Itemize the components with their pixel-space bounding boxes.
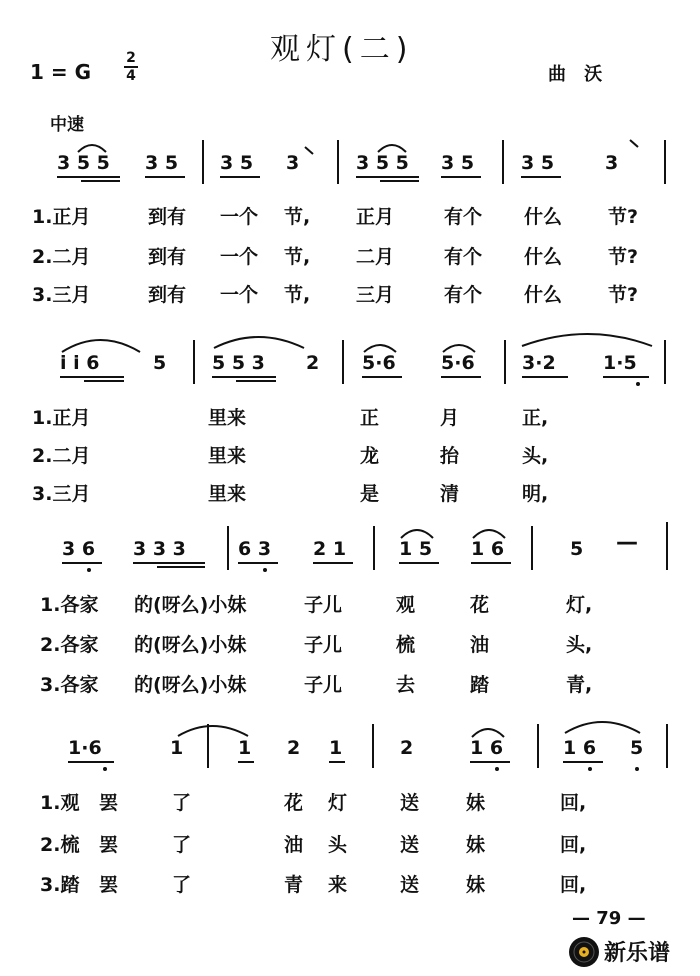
barline: [666, 724, 668, 768]
lyric: 花: [284, 792, 304, 814]
lyric: 梳: [396, 634, 416, 656]
lyric: 罢: [99, 792, 119, 814]
lyric: 有个: [444, 284, 483, 306]
lyric: 3.三月: [32, 483, 91, 505]
lyric: 节,: [284, 206, 311, 228]
lyric: 1.观: [40, 792, 80, 814]
note-group: 1·5: [603, 352, 637, 374]
lyric: 子儿: [304, 634, 343, 656]
lyric: 3.各家: [40, 674, 99, 696]
note-group: 3 6: [62, 538, 96, 560]
lyric: 抬: [440, 445, 460, 467]
note-group: 2: [306, 352, 320, 374]
note-group: 5: [570, 538, 584, 560]
lyric: 月: [440, 407, 460, 429]
note-group: 5·6: [362, 352, 396, 374]
note-group: 1 5: [399, 538, 433, 560]
note-group: 2: [400, 737, 414, 759]
barline: [372, 724, 374, 768]
note-group: 3 5: [441, 152, 475, 174]
note-group: 3: [286, 152, 300, 174]
lyric: 青: [284, 874, 304, 896]
lyric: 什么: [524, 246, 563, 268]
lyric: 什么: [524, 206, 563, 228]
lyric: 青,: [566, 674, 593, 696]
lyric: 清: [440, 483, 460, 505]
lyric: 子儿: [304, 594, 343, 616]
lyric: 送: [400, 874, 420, 896]
lyric: 回,: [560, 874, 587, 896]
lyric: 2.二月: [32, 445, 91, 467]
note-group: 2: [287, 737, 301, 759]
lyric: 妹: [466, 792, 486, 814]
lyric: 是: [360, 483, 380, 505]
lyric: 里来: [208, 445, 247, 467]
lyric: 一个: [220, 206, 259, 228]
lyric: 一个: [220, 284, 259, 306]
lyric: 三月: [356, 284, 395, 306]
lyric: 有个: [444, 246, 483, 268]
lyric: 一个: [220, 246, 259, 268]
lyric: 有个: [444, 206, 483, 228]
tempo-marking: 中速: [50, 115, 84, 135]
lyric: 的(呀么)小妹: [134, 674, 247, 696]
lyric: 头,: [566, 634, 593, 656]
note-group: 3 5 5: [356, 152, 409, 174]
note-group: 1·6: [68, 737, 102, 759]
lyric: 明,: [522, 483, 549, 505]
lyric: 去: [396, 674, 416, 696]
barline: [207, 724, 209, 768]
lyric: 罢: [99, 874, 119, 896]
note-group: 3 3 3: [133, 538, 186, 560]
note-group: 3 5 5: [57, 152, 110, 174]
lyric: 2.梳: [40, 834, 80, 856]
lyric: 节?: [608, 246, 639, 268]
lyric: 妹: [466, 874, 486, 896]
lyric: 到有: [148, 206, 187, 228]
lyric: 节,: [284, 284, 311, 306]
lyric: 回,: [560, 834, 587, 856]
lyric: 头: [328, 834, 348, 856]
lyric: 到有: [148, 246, 187, 268]
lyric: 龙: [360, 445, 380, 467]
lyric: 什么: [524, 284, 563, 306]
lyric: 节?: [608, 206, 639, 228]
note-group: 1: [329, 737, 343, 759]
note-group: 3·2: [522, 352, 556, 374]
lyric: 里来: [208, 407, 247, 429]
note-group: 1 6: [470, 737, 504, 759]
lyric: 了: [172, 834, 192, 856]
lyric: 送: [400, 834, 420, 856]
note-group: —: [616, 530, 638, 555]
composer-credit: 曲 沃: [548, 64, 609, 85]
lyric: 到有: [148, 284, 187, 306]
lyric: 2.各家: [40, 634, 99, 656]
note-group: 1 6: [471, 538, 505, 560]
lyric: 送: [400, 792, 420, 814]
lyric: 二月: [356, 246, 395, 268]
time-signature-bottom: 4: [126, 68, 136, 84]
note-group: 3 5: [145, 152, 179, 174]
lyric: 来: [328, 874, 348, 896]
note-group: 3 5: [521, 152, 555, 174]
note-group: 5·6: [441, 352, 475, 374]
time-signature-top: 2: [126, 50, 136, 66]
lyric: 1.正月: [32, 206, 91, 228]
lyric: 节,: [284, 246, 311, 268]
lyric: 妹: [466, 834, 486, 856]
lyric: 节?: [608, 284, 639, 306]
lyric: 头,: [522, 445, 549, 467]
lyric: 的(呀么)小妹: [134, 594, 247, 616]
lyric: 1.正月: [32, 407, 91, 429]
note-group: 5 5 3: [212, 352, 265, 374]
lyric: 回,: [560, 792, 587, 814]
lyric: 正: [360, 407, 380, 429]
note-group: 3: [605, 152, 619, 174]
note-group: 2 1: [313, 538, 347, 560]
lyric: 油: [470, 634, 490, 656]
note-group: 1: [170, 737, 184, 759]
note-group: 1 6: [563, 737, 597, 759]
note-group: 1: [238, 737, 252, 759]
note-group: i i 6: [60, 352, 100, 374]
lyric: 子儿: [304, 674, 343, 696]
note-group: 5: [630, 737, 644, 759]
lyric: 花: [470, 594, 490, 616]
note-group: 6 3: [238, 538, 272, 560]
lyric: 灯,: [566, 594, 593, 616]
lyric: 3.踏: [40, 874, 80, 896]
lyric: 灯: [328, 792, 348, 814]
lyric: 里来: [208, 483, 247, 505]
barline: [537, 724, 539, 768]
note-group: 3 5: [220, 152, 254, 174]
song-title: 观灯(二): [270, 32, 414, 67]
site-logo[interactable]: [568, 936, 671, 972]
site-logo-text: 新乐谱: [604, 941, 671, 966]
lyric: 踏: [470, 674, 490, 696]
lyric: 罢: [99, 834, 119, 856]
vinyl-record-icon: [568, 936, 600, 968]
key-signature: 1 = G: [30, 60, 92, 84]
lyric: 2.二月: [32, 246, 91, 268]
lyric: 正,: [522, 407, 549, 429]
lyric: 了: [172, 792, 192, 814]
note-group: 5: [153, 352, 167, 374]
lyric: 油: [284, 834, 304, 856]
lyric: 了: [172, 874, 192, 896]
lyric: 观: [396, 594, 416, 616]
lyric: 的(呀么)小妹: [134, 634, 247, 656]
lyric: 1.各家: [40, 594, 99, 616]
lyric: 3.三月: [32, 284, 91, 306]
lyric: 正月: [356, 206, 395, 228]
page-number: — 79 —: [572, 908, 646, 929]
